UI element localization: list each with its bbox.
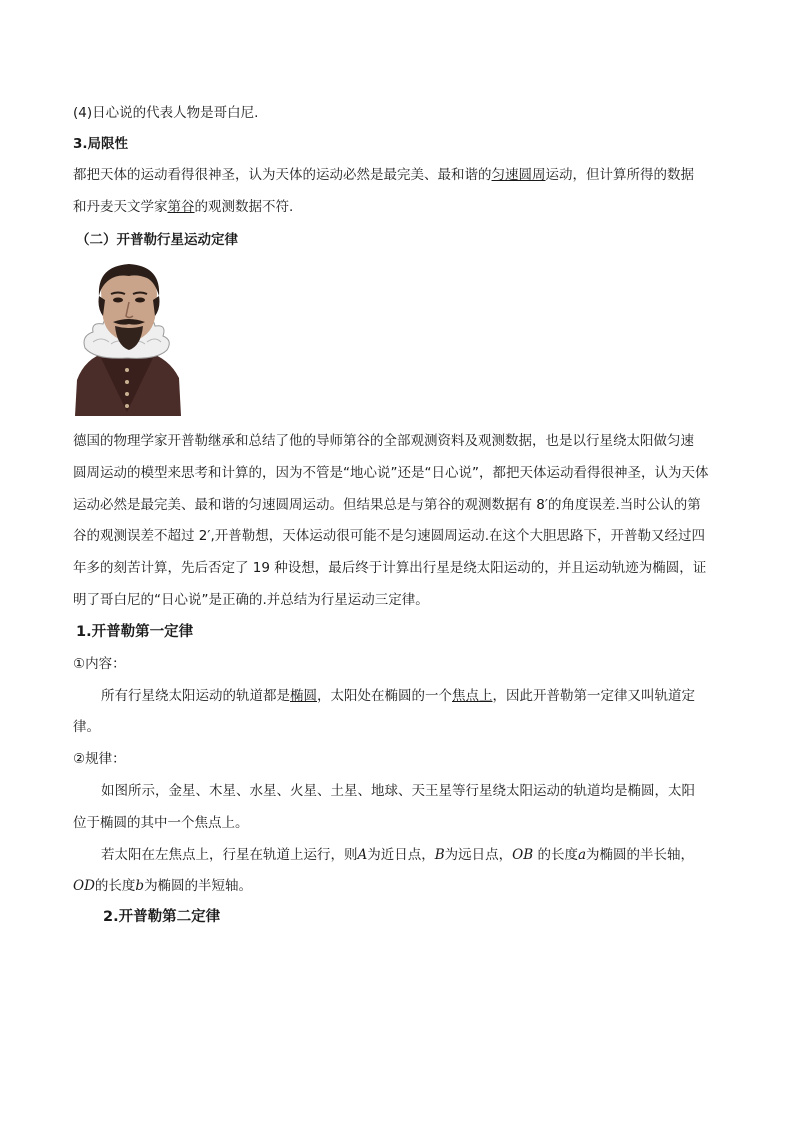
text-span: 的长度 [533, 847, 578, 863]
text-line: 明了哥白尼的“日心说”是正确的.并总结为行星运动三定律。 [73, 592, 429, 608]
text-span: 为椭圆的半短轴。 [144, 878, 253, 894]
text-span: 若太阳在左焦点上，行星在轨道上运行，则 [101, 847, 358, 863]
heading-law2: 2.开普勒第二定律 [103, 909, 221, 925]
text-span: ，因此开普勒第一定律又叫轨道定 [492, 688, 695, 704]
text-span: 运动，但计算所得的数据 [545, 167, 694, 183]
text-span: 为椭圆的半长轴， [586, 847, 695, 863]
kepler-portrait-image [71, 262, 183, 416]
text-line: 运动必然是最完美、最和谐的匀速圆周运动。但结果总是与第谷的观测数据有 8′的角度误差.当时公认的第 [73, 497, 701, 513]
underlined-term: 焦点上 [452, 688, 493, 704]
text-line: 律。 [73, 719, 100, 735]
text-line: 谷的观测误差不超过 2′,开普勒想，天体运动很可能不是匀速圆周运动.在这个大胆思路下，开普勒又经过四 [73, 528, 706, 544]
label-content: ①内容： [73, 656, 126, 672]
var-A: A [357, 847, 368, 863]
text-line-heliocentric: (4)日心说的代表人物是哥白尼. [73, 105, 259, 121]
underlined-term: 第谷 [167, 199, 195, 215]
text-line: 年多的刻苦计算，先后否定了 19 种设想，最后终于计算出行星是绕太阳运动的，并且运动轨迹为椭圆，证 [73, 560, 707, 576]
heading-law1: 1.开普勒第一定律 [76, 624, 194, 640]
label-rule: ②规律： [73, 751, 126, 767]
text-line [101, 687, 695, 705]
heading-limitations: 3.局限性 [73, 136, 129, 152]
heading-kepler-laws: （二）开普勒行星运动定律 [76, 232, 238, 248]
text-span: 为远日点， [444, 847, 513, 863]
var-a: a [577, 847, 587, 863]
text-line: 德国的物理学家开普勒继承和总结了他的导师第谷的全部观测资料及观测数据，也是以行星绕太阳做匀速 [73, 433, 694, 449]
text-span: 所有行星绕太阳运动的轨道都是 [101, 688, 290, 704]
text-line [101, 846, 694, 864]
underlined-term: 匀速圆周 [491, 167, 546, 183]
text-span: 的观测数据不符. [194, 199, 294, 215]
var-B: B [434, 847, 445, 863]
text-span: 都把天体的运动看得很神圣，认为天体的运动必然是最完美、最和谐的 [73, 167, 492, 183]
text-span: 为近日点， [367, 847, 435, 863]
text-span: 的长度 [94, 878, 136, 894]
var-OB: OB [512, 847, 534, 863]
text-line [73, 877, 252, 895]
text-span: ，太阳处在椭圆的一个 [317, 688, 452, 704]
text-span: 和丹麦天文学家 [73, 199, 168, 215]
text-line: 位于椭圆的其中一个焦点上。 [73, 815, 249, 831]
var-b: b [135, 878, 145, 894]
text-line: 如图所示，金星、木星、水星、火星、土星、地球、天王星等行星绕太阳运动的轨道均是椭圆，太阳 [101, 783, 695, 799]
underlined-term: 椭圆 [290, 688, 317, 704]
text-line: 圆周运动的模型来思考和计算的，因为不管是“地心说”还是“日心说”，都把天体运动看得很神圣，认为天体 [73, 465, 709, 481]
var-OD: OD [73, 878, 95, 894]
